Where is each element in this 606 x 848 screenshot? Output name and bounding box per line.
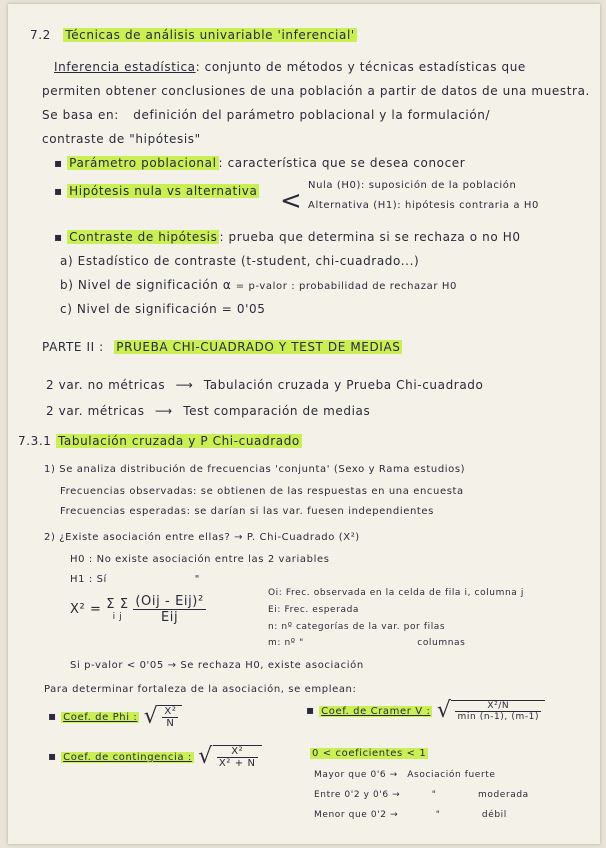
parte-title: PRUEBA CHI-CUADRADO Y TEST DE MEDIAS: [116, 340, 401, 354]
h0: H0 : No existe asociación entre las 2 variables: [70, 554, 330, 565]
notebook-page: [8, 4, 600, 844]
item-c: c) Nivel de significación = 0'05: [60, 302, 266, 316]
parte-label: PARTE II :: [42, 340, 104, 354]
term-parametro: Parámetro poblacional: [69, 156, 217, 170]
intro-line-1: [54, 60, 526, 74]
formula-num: (Oij - Eij)²: [135, 594, 204, 609]
subsection-title: Tabulación cruzada y P Chi-cuadrado: [57, 434, 300, 448]
term-hipotesis: Hipótesis nula vs alternativa: [69, 184, 258, 198]
formula-sums: [106, 597, 128, 622]
ditto-mark: ": [435, 810, 441, 820]
intro-text: : conjunto de métodos y técnicas estadísticas que: [195, 60, 526, 74]
frec-observadas: Frecuencias observadas: se obtienen de las respuestas en una encuesta: [60, 486, 464, 497]
point-1: 1) Se analiza distribución de frecuencias 'conjunta' (Sexo y Rama estudios): [44, 464, 466, 475]
scale-weak: [314, 810, 507, 820]
bullet-text: : característica que se desea conocer: [218, 156, 466, 170]
phi-num: X²: [164, 705, 177, 717]
scale-strong: [314, 770, 496, 780]
formula-fraction: [133, 594, 205, 625]
coef-range-text: 0 < coeficientes < 1: [312, 748, 427, 759]
coef-phi: ▪ Coef. de Phi : √ $\frac{\text{X²}}{N}$: [48, 704, 182, 729]
route-label: 2 var. no métricas: [46, 378, 166, 392]
coef-cramer-label: Coef. de Cramer V :: [321, 706, 431, 717]
route-target: Tabulación cruzada y Prueba Chi-cuadrado: [203, 378, 484, 392]
term-inferencia: Inferencia estadística: [54, 60, 196, 74]
route-nonmetric: 2 var. no métricas ⟶ Tabulación cruzada y Prueba Chi-cuadrado: [46, 378, 484, 392]
cramer-num: X²/N: [455, 701, 541, 712]
formula-sum: Σ Σ: [106, 597, 129, 612]
frec-esperadas: Frecuencias esperadas: se darían si las var. fuesen independientes: [60, 506, 434, 517]
h1-text: H1 : Sí: [70, 574, 107, 585]
bullet-parametro: ▪ Parámetro poblacional : característica que se desea conocer: [54, 156, 466, 170]
section-number: 7.2: [30, 28, 51, 42]
intro-text: definición del parámetro poblacional y la formulación/: [133, 108, 491, 122]
item-b-text: = p-valor : probabilidad de rechazar H0: [235, 281, 457, 292]
section-heading: [30, 28, 357, 42]
legend-m: [268, 638, 465, 648]
scale-value: moderada: [478, 790, 529, 800]
legend-m-text: m: nº ": [268, 638, 304, 648]
ditto-mark: ": [431, 790, 437, 800]
coef-cont-label: Coef. de contingencia :: [63, 752, 192, 763]
hipotesis-alternativa: Alternativa (H1): hipótesis contraria a H0: [308, 200, 539, 211]
coef-cramer: ▪ Coef. de Cramer V : √ $\frac{\text{X²/N}}{\min (n-1), (m-1)}$: [306, 698, 545, 723]
legend-ei: Ei: Frec. esperada: [268, 605, 360, 615]
scale-cond: Mayor que 0'6 →: [314, 770, 398, 780]
cramer-den: min (n-1), (m-1): [457, 711, 540, 722]
cont-num: X²: [217, 746, 258, 758]
formula-lhs: X² =: [70, 602, 102, 617]
route-target: Test comparación de medias: [183, 404, 371, 418]
brace: <: [280, 186, 303, 216]
chi-formula: [70, 594, 206, 625]
fortaleza: Para determinar fortaleza de la asociación, se emplean:: [44, 684, 357, 695]
formula-den: Eij: [160, 610, 179, 625]
intro-label: Se basa en:: [42, 108, 119, 122]
h1: [70, 574, 200, 585]
term-contraste: Contraste de hipótesis: [69, 230, 218, 244]
subsection-number: 7.3.1: [18, 434, 52, 448]
route-label: 2 var. métricas: [46, 404, 145, 418]
ditto-mark: ": [194, 574, 200, 585]
item-b: [60, 278, 457, 292]
cont-den: X² + N: [218, 757, 256, 769]
scale-cond: Entre 0'2 y 0'6 →: [314, 790, 401, 800]
legend-m-cols: columnas: [417, 638, 466, 648]
scale-moderate: [314, 790, 529, 800]
scale-cond: Menor que 0'2 →: [314, 810, 399, 820]
subsection-heading: [18, 434, 302, 448]
section-title: Técnicas de análisis univariable 'inferencial': [65, 28, 355, 42]
item-a: a) Estadístico de contraste (t-student, chi-cuadrado...): [60, 254, 420, 268]
hipotesis-nula: Nula (H0): suposición de la población: [308, 180, 517, 191]
parte-ii-heading: [42, 340, 402, 354]
bullet-hipotesis: ▪ Hipótesis nula vs alternativa: [54, 184, 258, 198]
scale-value: Asociación fuerte: [407, 770, 496, 780]
legend-oi: Oi: Frec. observada en la celda de fila i, columna j: [268, 588, 524, 598]
phi-den: N: [166, 717, 175, 729]
intro-line-3: [42, 108, 490, 122]
scale-value: débil: [481, 810, 507, 820]
intro-line-2: permiten obtener conclusiones de una población a partir de datos de una muestra.: [42, 84, 590, 98]
formula-idx: i j: [112, 612, 123, 622]
legend-n: n: nº categorías de la var. por filas: [268, 622, 446, 632]
coef-phi-label: Coef. de Phi :: [63, 712, 138, 723]
route-metric: 2 var. métricas ⟶ Test comparación de medias: [46, 404, 371, 418]
intro-line-4: contraste de "hipótesis": [42, 132, 201, 146]
coef-contingencia: ▪ Coef. de contingencia : √ $\frac{\text{X²}}{\text{X² + N}}$: [48, 744, 262, 769]
item-b-term: b) Nivel de significación α: [60, 278, 232, 292]
conclusion: Si p-valor < 0'05 → Se rechaza H0, existe asociación: [70, 660, 364, 671]
point-2: 2) ¿Existe asociación entre ellas? → P. Chi-Cuadrado (X²): [44, 532, 360, 543]
bullet-contraste: ▪ Contraste de hipótesis : prueba que determina si se rechaza o no H0: [54, 230, 521, 244]
bullet-text: : prueba que determina si se rechaza o no H0: [219, 230, 521, 244]
coef-range: [310, 748, 428, 759]
